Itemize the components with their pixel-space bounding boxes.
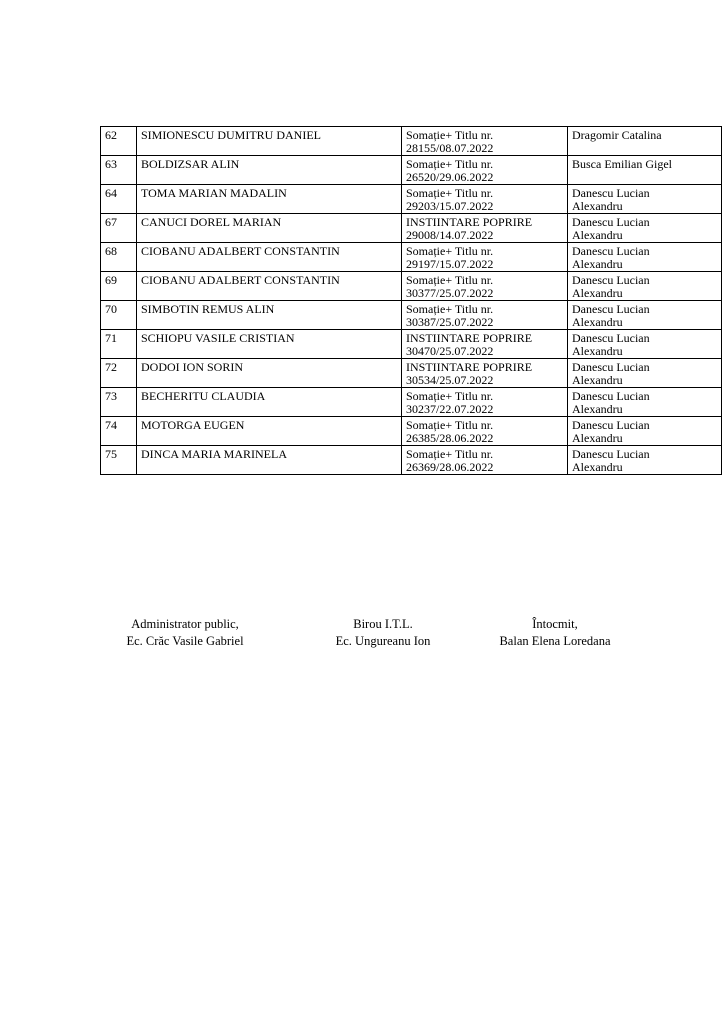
table-row bbox=[101, 417, 722, 446]
signature-name: Balan Elena Loredana bbox=[499, 634, 611, 648]
cell-name bbox=[137, 330, 402, 359]
cell-document bbox=[402, 417, 568, 446]
cell-document-line-2: 26520/29.06.2022 bbox=[406, 170, 494, 184]
cell-name-line-1: TOMA MARIAN MADALIN bbox=[141, 186, 287, 200]
cell-responsible bbox=[568, 388, 722, 417]
cell-number-line-1: 69 bbox=[105, 273, 117, 287]
cell-document-line-2: 30534/25.07.2022 bbox=[406, 373, 494, 387]
cell-document-line-2: 26369/28.06.2022 bbox=[406, 460, 494, 474]
cell-name-line-1: BECHERITU CLAUDIA bbox=[141, 389, 266, 403]
cell-name bbox=[137, 359, 402, 388]
cell-name-line-1: DINCA MARIA MARINELA bbox=[141, 447, 288, 461]
cell-document-line-1: Somație+ Titlu nr. bbox=[406, 128, 494, 142]
cell-responsible-line-1: Danescu Lucian bbox=[572, 418, 650, 432]
cell-number-line-1: 75 bbox=[105, 447, 117, 461]
cell-document bbox=[402, 272, 568, 301]
cell-name bbox=[137, 446, 402, 475]
cell-name-line-1: SCHIOPU VASILE CRISTIAN bbox=[141, 331, 295, 345]
cell-name bbox=[137, 127, 402, 156]
cell-document bbox=[402, 243, 568, 272]
cell-number bbox=[101, 156, 137, 185]
cell-document bbox=[402, 127, 568, 156]
cell-document bbox=[402, 388, 568, 417]
cell-responsible-line-1: Danescu Lucian bbox=[572, 302, 650, 316]
cell-document bbox=[402, 156, 568, 185]
cell-name bbox=[137, 243, 402, 272]
cell-responsible-line-1: Danescu Lucian bbox=[572, 389, 650, 403]
cell-responsible-line-2: Alexandru bbox=[572, 402, 623, 416]
cell-number-line-1: 71 bbox=[105, 331, 117, 345]
signature-name: Ec. Ungureanu Ion bbox=[335, 634, 431, 648]
records-table-body bbox=[101, 127, 722, 475]
cell-responsible bbox=[568, 272, 722, 301]
cell-document-line-1: INSTIINTARE POPRIRE bbox=[406, 360, 533, 374]
cell-number-line-1: 70 bbox=[105, 302, 117, 316]
cell-responsible bbox=[568, 301, 722, 330]
cell-responsible-line-2: Alexandru bbox=[572, 286, 623, 300]
cell-number bbox=[101, 417, 137, 446]
cell-name bbox=[137, 388, 402, 417]
cell-responsible bbox=[568, 156, 722, 185]
cell-responsible-line-2: Alexandru bbox=[572, 315, 623, 329]
table-row bbox=[101, 388, 722, 417]
cell-document-line-1: Somație+ Titlu nr. bbox=[406, 186, 494, 200]
cell-responsible-line-1: Danescu Lucian bbox=[572, 360, 650, 374]
cell-number-line-1: 67 bbox=[105, 215, 117, 229]
cell-document bbox=[402, 359, 568, 388]
cell-document-line-1: Somație+ Titlu nr. bbox=[406, 244, 494, 258]
cell-responsible-line-1: Busca Emilian Gigel bbox=[572, 157, 672, 171]
cell-responsible-line-1: Danescu Lucian bbox=[572, 447, 650, 461]
cell-name bbox=[137, 417, 402, 446]
cell-document-line-1: Somație+ Titlu nr. bbox=[406, 447, 494, 461]
cell-responsible bbox=[568, 417, 722, 446]
cell-document-line-2: 29197/15.07.2022 bbox=[406, 257, 494, 271]
cell-document-line-1: Somație+ Titlu nr. bbox=[406, 157, 494, 171]
cell-number-line-1: 72 bbox=[105, 360, 117, 374]
cell-name bbox=[137, 214, 402, 243]
cell-responsible bbox=[568, 330, 722, 359]
table-row bbox=[101, 127, 722, 156]
cell-document-line-2: 30377/25.07.2022 bbox=[406, 286, 494, 300]
table-row bbox=[101, 301, 722, 330]
cell-responsible bbox=[568, 214, 722, 243]
cell-name-line-1: BOLDIZSAR ALIN bbox=[141, 157, 240, 171]
cell-name bbox=[137, 272, 402, 301]
cell-document-line-1: Somație+ Titlu nr. bbox=[406, 418, 494, 432]
cell-number-line-1: 74 bbox=[105, 418, 117, 432]
cell-document bbox=[402, 330, 568, 359]
signature-administrator bbox=[110, 616, 260, 650]
table-row bbox=[101, 272, 722, 301]
cell-responsible-line-1: Danescu Lucian bbox=[572, 215, 650, 229]
cell-responsible-line-2: Alexandru bbox=[572, 199, 623, 213]
signature-name: Ec. Crăc Vasile Gabriel bbox=[126, 634, 244, 648]
cell-number-line-1: 62 bbox=[105, 128, 117, 142]
cell-document-line-1: INSTIINTARE POPRIRE bbox=[406, 215, 533, 229]
cell-document-line-2: 30470/25.07.2022 bbox=[406, 344, 494, 358]
cell-document-line-2: 29203/15.07.2022 bbox=[406, 199, 494, 213]
cell-responsible-line-2: Alexandru bbox=[572, 460, 623, 474]
cell-responsible-line-1: Danescu Lucian bbox=[572, 331, 650, 345]
cell-responsible-line-1: Dragomir Catalina bbox=[572, 128, 662, 142]
cell-number bbox=[101, 388, 137, 417]
cell-document bbox=[402, 185, 568, 214]
cell-document bbox=[402, 301, 568, 330]
table-row bbox=[101, 156, 722, 185]
table-row bbox=[101, 359, 722, 388]
signature-role: Întocmit, bbox=[532, 617, 578, 631]
cell-number bbox=[101, 330, 137, 359]
signature-role: Administrator public, bbox=[131, 617, 239, 631]
table-row bbox=[101, 243, 722, 272]
cell-responsible bbox=[568, 127, 722, 156]
cell-name-line-1: SIMBOTIN REMUS ALIN bbox=[141, 302, 275, 316]
cell-name-line-1: SIMIONESCU DUMITRU DANIEL bbox=[141, 128, 321, 142]
cell-number-line-1: 63 bbox=[105, 157, 117, 171]
cell-number bbox=[101, 214, 137, 243]
cell-responsible-line-2: Alexandru bbox=[572, 373, 623, 387]
cell-number bbox=[101, 185, 137, 214]
cell-number-line-1: 64 bbox=[105, 186, 117, 200]
cell-document-line-1: Somație+ Titlu nr. bbox=[406, 302, 494, 316]
cell-document bbox=[402, 214, 568, 243]
cell-name-line-1: CANUCI DOREL MARIAN bbox=[141, 215, 282, 229]
cell-responsible-line-1: Danescu Lucian bbox=[572, 273, 650, 287]
cell-number bbox=[101, 243, 137, 272]
cell-responsible-line-2: Alexandru bbox=[572, 344, 623, 358]
cell-document bbox=[402, 446, 568, 475]
cell-document-line-1: INSTIINTARE POPRIRE bbox=[406, 331, 533, 345]
cell-number-line-1: 68 bbox=[105, 244, 117, 258]
cell-number bbox=[101, 301, 137, 330]
cell-name-line-1: CIOBANU ADALBERT CONSTANTIN bbox=[141, 273, 340, 287]
signature-role: Birou I.T.L. bbox=[353, 617, 413, 631]
cell-responsible bbox=[568, 359, 722, 388]
cell-number bbox=[101, 127, 137, 156]
cell-responsible-line-1: Danescu Lucian bbox=[572, 244, 650, 258]
cell-document-line-2: 26385/28.06.2022 bbox=[406, 431, 494, 445]
table-row bbox=[101, 330, 722, 359]
cell-responsible-line-2: Alexandru bbox=[572, 257, 623, 271]
cell-name-line-1: MOTORGA EUGEN bbox=[141, 418, 245, 432]
cell-name bbox=[137, 185, 402, 214]
cell-responsible bbox=[568, 185, 722, 214]
cell-document-line-2: 29008/14.07.2022 bbox=[406, 228, 494, 242]
cell-number bbox=[101, 359, 137, 388]
cell-document-line-1: Somație+ Titlu nr. bbox=[406, 273, 494, 287]
table-row bbox=[101, 214, 722, 243]
cell-responsible-line-2: Alexandru bbox=[572, 431, 623, 445]
cell-responsible-line-1: Danescu Lucian bbox=[572, 186, 650, 200]
table-row bbox=[101, 185, 722, 214]
cell-responsible bbox=[568, 446, 722, 475]
signature-itl-office bbox=[318, 616, 448, 650]
cell-responsible-line-2: Alexandru bbox=[572, 228, 623, 242]
cell-responsible bbox=[568, 243, 722, 272]
cell-number bbox=[101, 446, 137, 475]
table-row bbox=[101, 446, 722, 475]
records-table bbox=[100, 126, 722, 475]
cell-document-line-1: Somație+ Titlu nr. bbox=[406, 389, 494, 403]
cell-name-line-1: CIOBANU ADALBERT CONSTANTIN bbox=[141, 244, 340, 258]
cell-name-line-1: DODOI ION SORIN bbox=[141, 360, 243, 374]
cell-number bbox=[101, 272, 137, 301]
cell-document-line-2: 30237/22.07.2022 bbox=[406, 402, 494, 416]
cell-name bbox=[137, 156, 402, 185]
cell-name bbox=[137, 301, 402, 330]
signature-author bbox=[480, 616, 630, 650]
cell-document-line-2: 28155/08.07.2022 bbox=[406, 141, 494, 155]
cell-number-line-1: 73 bbox=[105, 389, 117, 403]
cell-document-line-2: 30387/25.07.2022 bbox=[406, 315, 494, 329]
